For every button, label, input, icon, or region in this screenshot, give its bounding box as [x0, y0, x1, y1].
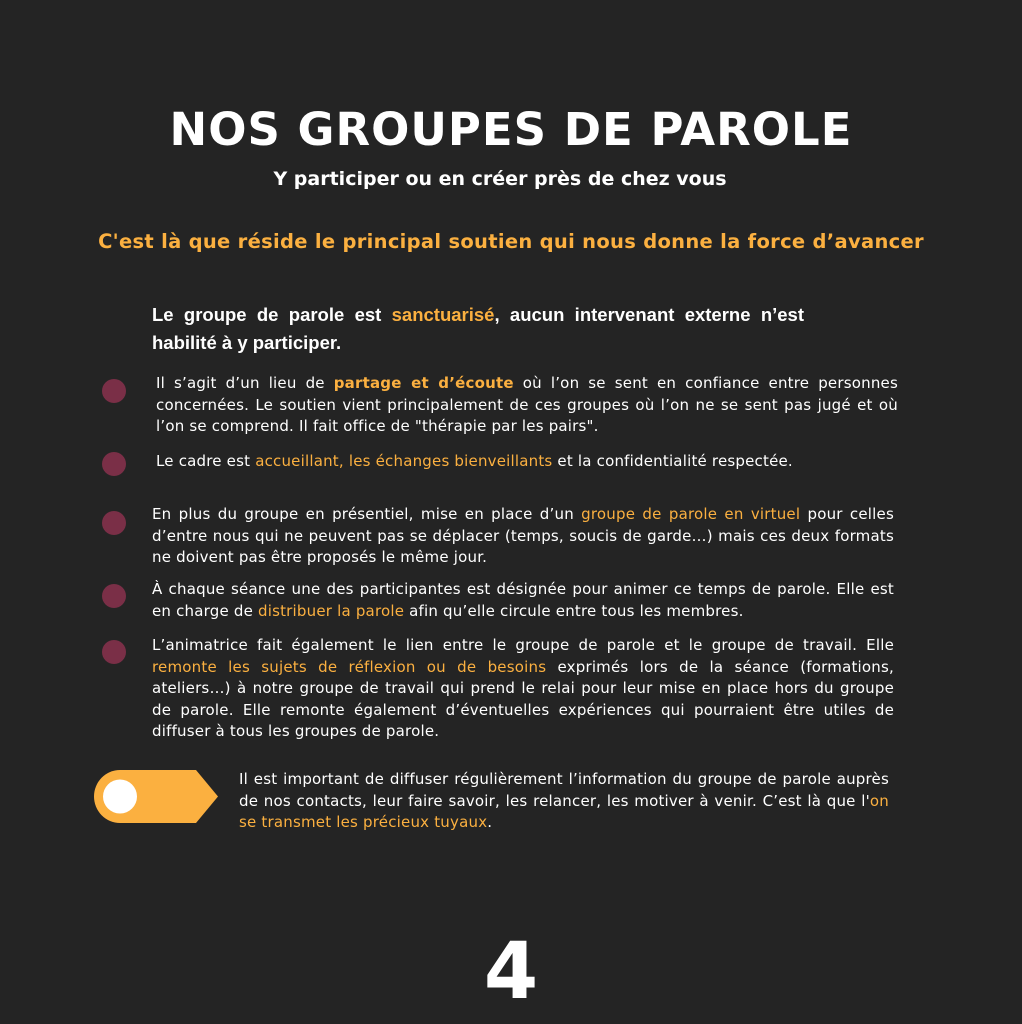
item-text-before: Il s’agit d’un lieu de [156, 374, 334, 392]
item-text-before: L’animatrice fait également le lien entre le groupe de parole et le groupe de travail. Elle [152, 636, 894, 654]
intro-text-after: , aucun intervenant externe n’est habilité à y participer. [152, 304, 804, 353]
bullet-dot [102, 452, 126, 476]
list-item [156, 451, 898, 473]
item-highlight: distribuer la parole [258, 601, 405, 620]
note-text-before: Il est important de diffuser régulièrement l’information du groupe de parole auprès de nos contacts, leur faire savoir, les relancer, les motiver à venir. C’est là que l' [239, 770, 889, 810]
item-highlight: remonte les sujets de réflexion ou de besoins [152, 657, 547, 676]
intro-statement [152, 301, 804, 357]
list-item [152, 504, 894, 569]
closing-note [239, 769, 889, 834]
page-number: 4 [483, 927, 539, 1017]
item-highlight: partage et d’écoute [333, 374, 514, 392]
item-text-before: En plus du groupe en présentiel, mise en place d’un [152, 505, 582, 523]
intro-text-before: Le groupe de parole est [152, 304, 392, 325]
item-highlight: accueillant, les échanges bienveillants [255, 452, 553, 470]
tagline: C'est là que réside le principal soutien qui nous donne la force d’avancer [98, 230, 924, 253]
item-text-after: où l’on se sent en confiance entre personnes concernées. Le soutien vient principalement de ces groupes où l’on ne se sent pas jugé et où l’on se comprend. Il fait office de "thérapie par les pairs". [156, 374, 898, 435]
bullet-dot [102, 584, 126, 608]
page-subtitle: Y participer ou en créer près de chez vous [273, 168, 727, 190]
item-text-after: exprimés lors de la séance (formations, ateliers…) à notre groupe de travail qui prend le relai pour leur mise en place hors du groupe de parole. Elle remonte également d’éventuelles expériences qui pourraient être utiles de diffuser à tous les groupes de parole. [152, 657, 894, 740]
note-highlight: on se transmet les précieux tuyaux [239, 791, 889, 831]
item-text-before: À chaque séance une des participantes est désignée pour animer ce temps de parole. Elle est en charge de [152, 580, 894, 620]
list-item [156, 373, 898, 438]
note-text-after: . [487, 813, 493, 831]
item-text-before: Le cadre est [156, 452, 256, 470]
page-title: NOS GROUPES DE PAROLE [169, 103, 853, 156]
item-highlight: groupe de parole en virtuel [581, 505, 801, 523]
item-text-after: afin qu’elle circule entre tous les membres. [404, 601, 744, 620]
item-text-after: et la confidentialité respectée. [552, 452, 793, 470]
bullet-dot [102, 511, 126, 535]
intro-highlight: sanctuarisé [391, 304, 495, 325]
item-text-after: pour celles d’entre nous qui ne peuvent pas se déplacer (temps, soucis de garde…) mais ces deux formats ne doivent pas être proposés le même jour. [152, 505, 894, 566]
bullet-dot [102, 379, 126, 403]
list-item [152, 635, 894, 743]
list-item [152, 579, 894, 622]
bullet-dot [102, 640, 126, 664]
tag-icon [94, 770, 218, 823]
